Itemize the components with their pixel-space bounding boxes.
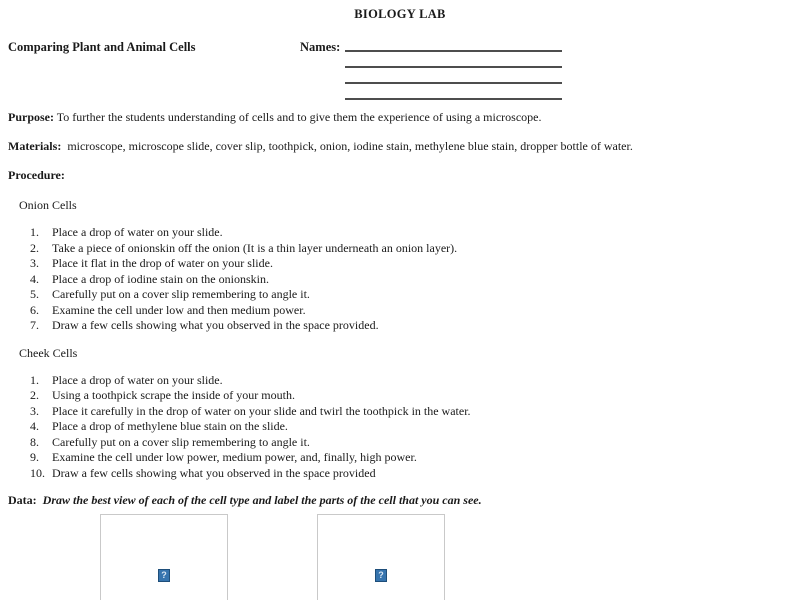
- purpose-label: Purpose:: [8, 110, 54, 124]
- drawing-boxes: [100, 514, 800, 600]
- list-item: [0, 466, 800, 482]
- data-instruction: Draw the best view of each of the cell type and label the parts of the cell that you can see.: [42, 493, 482, 507]
- list-item: [0, 256, 800, 272]
- list-item: [0, 241, 800, 257]
- list-item: [0, 373, 800, 389]
- broken-image-icon: ?: [158, 569, 170, 582]
- step-number: 1.: [30, 225, 39, 239]
- onion-steps-list: [0, 225, 800, 334]
- step-number: 5.: [30, 287, 39, 301]
- names-write-in-lines: [345, 22, 562, 100]
- list-item: [0, 318, 800, 334]
- onion-cells-heading: Onion Cells: [19, 198, 77, 212]
- step-number: 2.: [30, 240, 39, 255]
- data-label: Data:: [8, 493, 37, 507]
- materials-paragraph: [8, 139, 792, 153]
- step-text: Place a drop of water on your slide.: [52, 225, 223, 239]
- cheek-cells-heading: Cheek Cells: [19, 345, 78, 360]
- step-number: 10.: [30, 465, 45, 480]
- step-text: Using a toothpick scrape the inside of your mouth.: [52, 388, 295, 402]
- list-item: [0, 303, 800, 319]
- step-text: Examine the cell under low power, medium power, and, finally, high power.: [52, 450, 417, 464]
- purpose-text: To further the students understanding of cells and to give them the experience of using a microscope.: [56, 110, 542, 124]
- step-text: Place it flat in the drop of water on your slide.: [52, 256, 273, 270]
- step-text: Examine the cell under low and then medium power.: [52, 302, 306, 317]
- broken-image-icon: ?: [375, 569, 387, 582]
- cheek-steps-list: [0, 373, 800, 482]
- cheek-drawing-box: [317, 514, 445, 600]
- name-line: [345, 66, 562, 68]
- purpose-paragraph: [8, 110, 792, 124]
- materials-label: Materials:: [8, 139, 62, 153]
- names-label: Names:: [300, 40, 341, 54]
- step-number: 8.: [30, 434, 39, 449]
- step-number: 6.: [30, 302, 39, 317]
- step-number: 9.: [30, 450, 39, 464]
- worksheet-header: [0, 22, 800, 110]
- step-text: Take a piece of onionskin off the onion (It is a thin layer underneath an onion layer).: [52, 240, 458, 255]
- list-item: [0, 404, 800, 420]
- procedure-label: Procedure:: [8, 168, 65, 182]
- step-text: Carefully put on a cover slip remembering to angle it.: [52, 434, 310, 449]
- step-number: 4.: [30, 419, 39, 433]
- list-item: [0, 419, 800, 435]
- step-number: 1.: [30, 372, 39, 387]
- name-line: [345, 98, 562, 100]
- data-section-line: [8, 493, 792, 507]
- list-item: [0, 272, 800, 288]
- step-number: 3.: [30, 403, 39, 418]
- step-text: Place a drop of iodine stain on the onionskin.: [52, 271, 269, 286]
- step-text: Draw a few cells showing what you observed in the space provided.: [52, 318, 379, 332]
- name-line: [345, 82, 562, 84]
- step-text: Place a drop of methylene blue stain on the slide.: [52, 419, 288, 433]
- step-number: 2.: [30, 388, 39, 402]
- step-number: 3.: [30, 256, 39, 270]
- worksheet-subtitle: Comparing Plant and Animal Cells: [8, 40, 196, 54]
- list-item: [0, 450, 800, 466]
- name-line: [345, 50, 562, 52]
- step-text: Place it carefully in the drop of water on your slide and twirl the toothpick in the water.: [52, 403, 471, 418]
- list-item: [0, 388, 800, 404]
- list-item: [0, 225, 800, 241]
- onion-drawing-box: [100, 514, 228, 600]
- step-number: 7.: [30, 318, 39, 332]
- step-number: 4.: [30, 271, 39, 286]
- page-title: BIOLOGY LAB: [354, 7, 446, 21]
- list-item: [0, 435, 800, 451]
- list-item: [0, 287, 800, 303]
- materials-text: microscope, microscope slide, cover slip, toothpick, onion, iodine stain, methylene blue stain, dropper bottle of water.: [67, 139, 633, 153]
- step-text: Draw a few cells showing what you observed in the space provided: [52, 465, 376, 480]
- step-text: Place a drop of water on your slide.: [52, 372, 223, 387]
- step-text: Carefully put on a cover slip remembering to angle it.: [52, 287, 310, 301]
